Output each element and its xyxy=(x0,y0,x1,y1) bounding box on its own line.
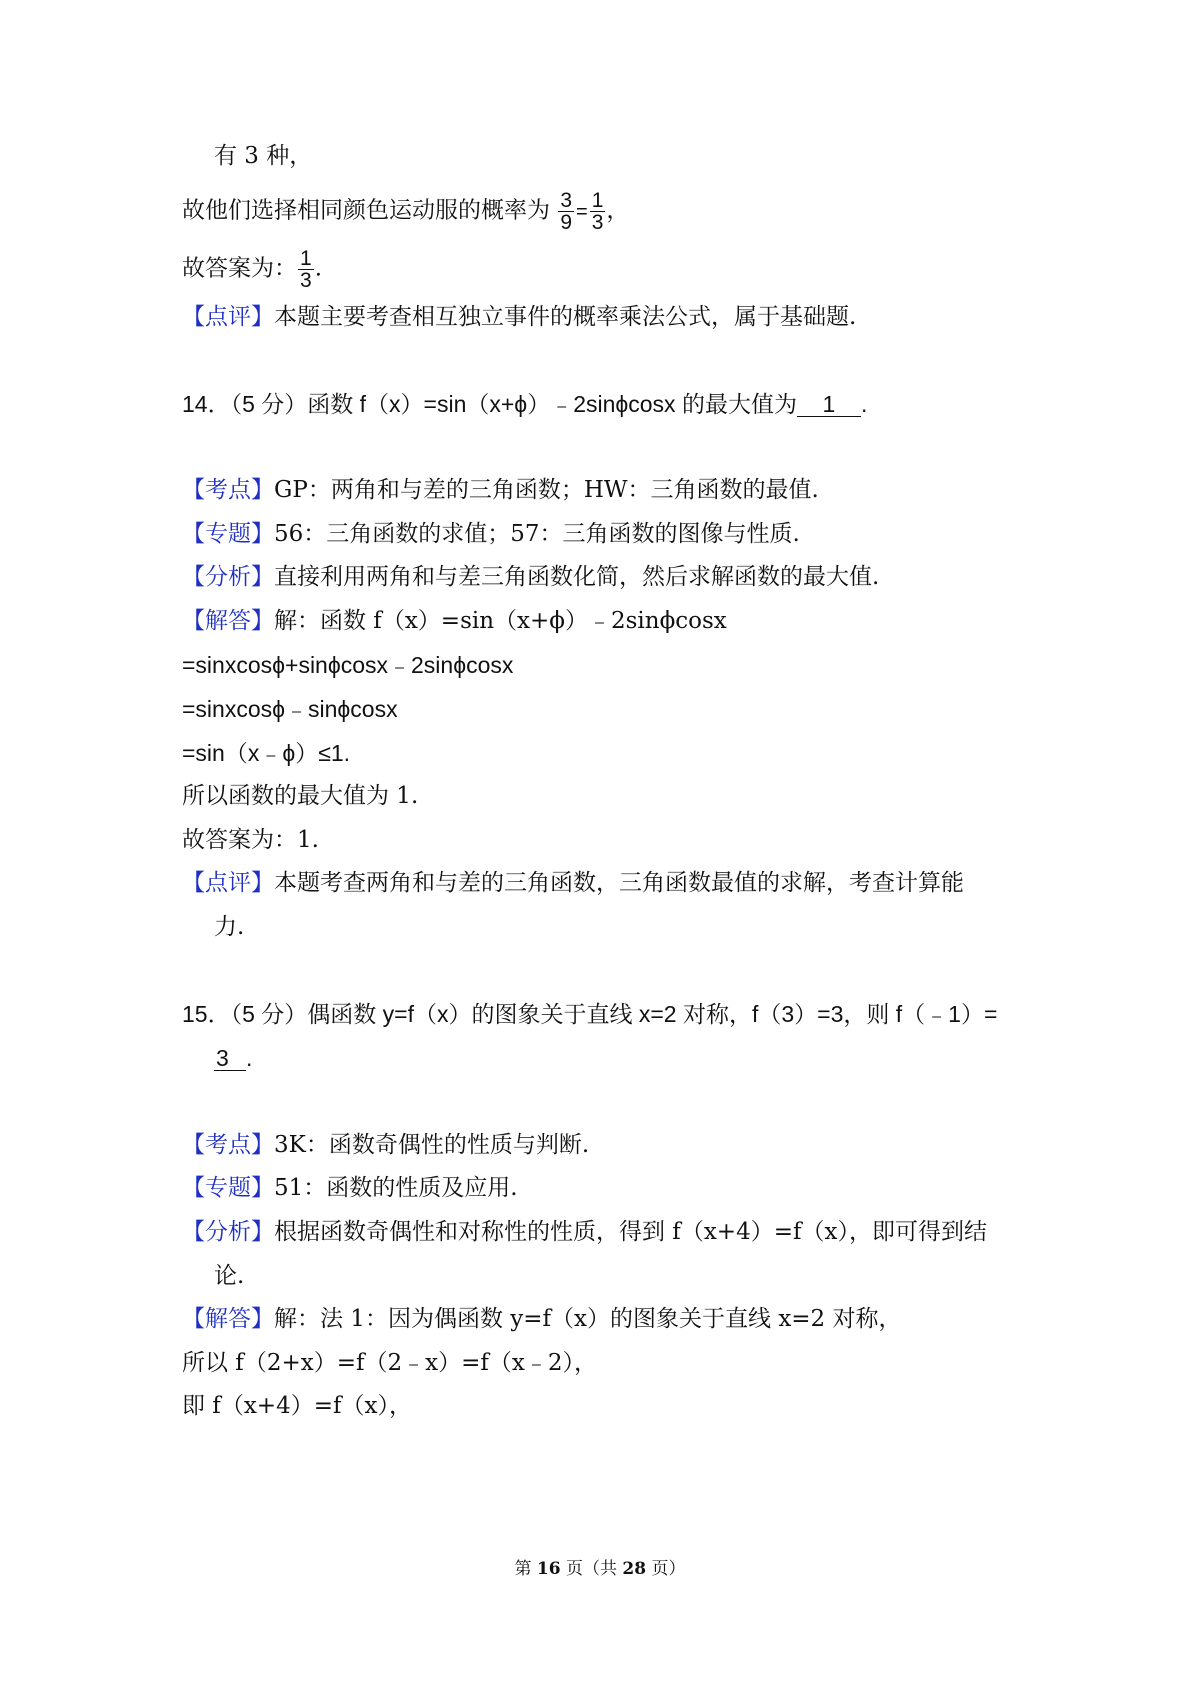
line-text: . xyxy=(860,391,868,417)
section-tag: 【考点】 xyxy=(182,477,274,503)
line-text: =sinxcosϕ+sinϕcosx﹣2sinϕcosx xyxy=(182,652,514,678)
text-line xyxy=(182,475,1040,505)
page-number-current: 16 xyxy=(536,1559,561,1579)
section-tag: 【专题】 xyxy=(182,521,274,547)
footer-text: 页（共 xyxy=(560,1559,623,1579)
footer-text: 第 xyxy=(514,1559,537,1579)
line-text: 3K：函数奇偶性的性质与判断. xyxy=(274,1132,590,1158)
line-text: 56：三角函数的求值；57：三角函数的图像与性质. xyxy=(274,521,800,547)
fraction-denominator: 9 xyxy=(560,211,572,234)
question-15-title xyxy=(182,999,1040,1029)
line-text: 论. xyxy=(214,1263,245,1289)
text-line xyxy=(214,912,1040,942)
section-tag: 【专题】 xyxy=(182,1175,274,1201)
fraction-numerator: 1 xyxy=(591,189,604,212)
line-text: =sinxcosϕ﹣sinϕcosx xyxy=(182,696,398,722)
answer-blank: 3 xyxy=(214,1046,246,1071)
text-line xyxy=(182,738,1040,768)
page-number-total: 28 xyxy=(622,1559,647,1579)
fraction xyxy=(298,248,314,291)
text-line xyxy=(182,694,1040,724)
text-line xyxy=(182,190,1040,233)
answer-blank: 1 xyxy=(797,392,861,417)
text-line xyxy=(182,519,1040,549)
text-line xyxy=(182,562,1040,592)
section-tag: 【考点】 xyxy=(182,1132,274,1158)
text-line xyxy=(182,1217,1040,1247)
line-text: 本题考查两角和与差的三角函数，三角函数最值的求解，考查计算能 xyxy=(274,870,964,896)
text-line xyxy=(182,868,1040,898)
text-line xyxy=(182,1391,1040,1421)
line-text: 力. xyxy=(214,914,245,940)
line-text: 故他们选择相同颜色运动服的概率为 xyxy=(182,197,558,224)
fraction xyxy=(558,190,574,233)
text-line xyxy=(182,781,1040,811)
line-text: 直接利用两角和与差三角函数化简，然后求解函数的最大值. xyxy=(274,564,880,590)
line-text: GP：两角和与差的三角函数；HW：三角函数的最值. xyxy=(274,477,819,503)
section-tag: 【点评】 xyxy=(182,304,274,330)
fraction-numerator: 1 xyxy=(300,247,312,270)
text-line xyxy=(182,650,1040,680)
line-text: 解：法 1：因为偶函数 y=f（x）的图象关于直线 x=2 对称， xyxy=(274,1306,902,1332)
question-text: 15．（5 分）偶函数 y=f（x）的图象关于直线 x=2 对称，f（3）=3，则 f（﹣1）= xyxy=(182,1001,998,1027)
section-tag: 【分析】 xyxy=(182,1219,274,1245)
line-text: 所以 f（2+x）=f（2﹣x）=f（x﹣2）， xyxy=(182,1350,597,1376)
text-line xyxy=(182,1304,1040,1334)
text-line xyxy=(182,302,1040,332)
section-tag: 【点评】 xyxy=(182,870,274,896)
question-14-title xyxy=(182,389,1040,419)
line-text: 有 3 种， xyxy=(214,143,313,169)
line-text: 51：函数的性质及应用. xyxy=(274,1175,518,1201)
line-text: 所以函数的最大值为 1. xyxy=(182,783,419,809)
line-text: =sin（x﹣ϕ）≤1. xyxy=(182,740,351,766)
page-footer xyxy=(0,1557,1200,1581)
text-line xyxy=(182,606,1040,636)
text-line xyxy=(182,1173,1040,1203)
text-line xyxy=(214,1043,1040,1073)
line-text: 本题主要考查相互独立事件的概率乘法公式，属于基础题. xyxy=(274,304,857,330)
line-text: 即 f（x+4）=f（x）， xyxy=(182,1393,412,1419)
line-text: 根据函数奇偶性和对称性的性质，得到 f（x+4）=f（x），即可得到结 xyxy=(274,1219,987,1245)
text-line xyxy=(214,141,1040,171)
line-text: . xyxy=(246,1045,253,1071)
fraction-numerator: 3 xyxy=(560,189,572,212)
line-text: 故答案为： xyxy=(182,255,297,282)
question-text: 14．（5 分）函数 f（x）=sin（x+ϕ）﹣2sinϕcosx 的最大值为 xyxy=(182,391,797,417)
section-tag: 【分析】 xyxy=(182,564,274,590)
text-line xyxy=(182,1130,1040,1160)
line-text: ， xyxy=(606,197,630,224)
equals-sign: = xyxy=(576,200,588,223)
fraction-denominator: 3 xyxy=(591,211,604,234)
line-text: 故答案为：1. xyxy=(182,827,319,853)
line-text: . xyxy=(314,255,322,282)
section-tag: 【解答】 xyxy=(182,608,274,634)
fraction xyxy=(590,190,606,233)
line-text: 解：函数 f（x）=sin（x+ϕ）﹣2sinϕcosx xyxy=(274,608,727,634)
fraction-denominator: 3 xyxy=(300,269,312,292)
text-line xyxy=(182,248,1040,291)
text-line xyxy=(182,825,1040,855)
text-line xyxy=(214,1261,1040,1291)
footer-text: 页） xyxy=(646,1559,686,1579)
text-line xyxy=(182,1348,1040,1378)
section-tag: 【解答】 xyxy=(182,1306,274,1332)
